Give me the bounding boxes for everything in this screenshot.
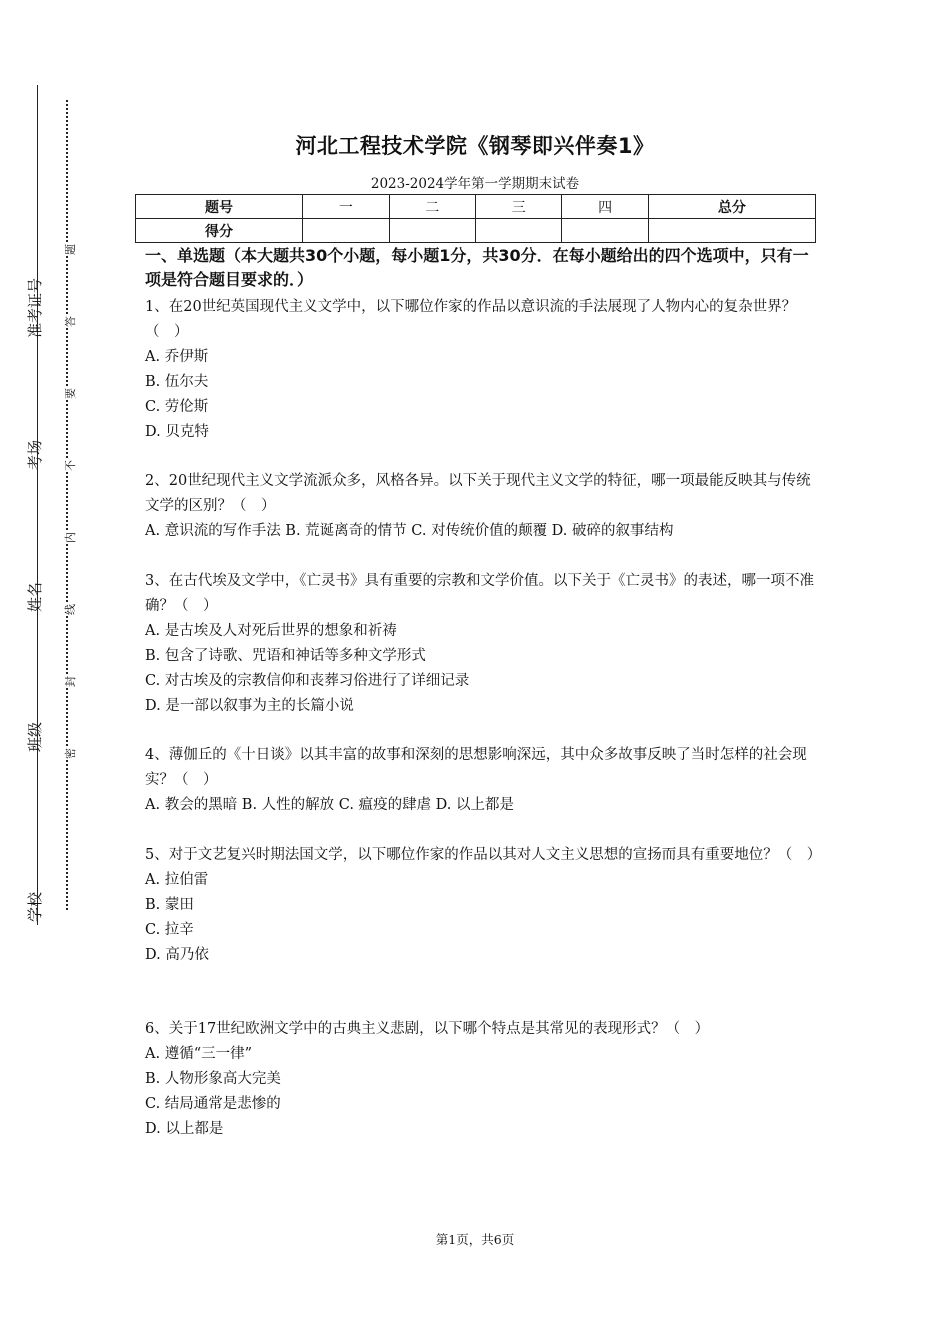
exam-title: 河北工程技术学院《钢琴即兴伴奏1》 (295, 134, 655, 158)
score-table-cell: 三 (475, 195, 561, 219)
score-table-cell: 一 (303, 195, 389, 219)
question-stem: 2、20世纪现代主义文学流派众多，风格各异。以下关于现代主义文学的特征，哪一项最能反映其与传统文学的区别？（ ） (145, 473, 811, 514)
option-a: A. 乔伊斯 (145, 349, 209, 365)
seal-hint-char: 密 (60, 748, 80, 759)
option-b: B. 蒙田 (145, 897, 194, 913)
question-stem: 5、对于文艺复兴时期法国文学，以下哪位作家的作品以其对人文主义思想的宣扬而具有重要地位？（ ） (145, 847, 822, 863)
score-table-cell: 二 (389, 195, 475, 219)
binding-label-class: 班级 (26, 721, 44, 752)
page-number: 第1页，共6页 (435, 1232, 515, 1247)
score-entry-cell[interactable] (389, 219, 475, 243)
binding-label-exam-room: 考场 (26, 439, 44, 470)
option-a: A. 拉伯雷 (145, 872, 209, 888)
option-a: A. 遵循“三一律” (145, 1046, 253, 1062)
score-table-header-row (136, 195, 816, 219)
option-c: C. 劳伦斯 (145, 399, 209, 415)
option-d: D. 贝克特 (145, 424, 209, 440)
score-table-cell: 总分 (648, 195, 815, 219)
score-table (135, 194, 816, 243)
score-entry-cell[interactable] (648, 219, 815, 243)
score-table-cell: 四 (562, 195, 648, 219)
question-6 (145, 1017, 820, 1142)
score-entry-cell[interactable] (475, 219, 561, 243)
score-entry-cell[interactable] (562, 219, 648, 243)
question-5 (145, 843, 820, 968)
question-stem: 3、在古代埃及文学中，《亡灵书》具有重要的宗教和文学价值。以下关于《亡灵书》的表述，哪一项不准确？（ ） (145, 573, 814, 614)
option-c: C. 拉辛 (145, 922, 194, 938)
binding-label-admission-number: 准考证号 (26, 277, 44, 338)
option-a: A. 是古埃及人对死后世界的想象和祈祷 (145, 623, 397, 639)
seal-hint-char: 封 (60, 676, 80, 687)
score-table-score-row (136, 219, 816, 243)
seal-hint-char: 答 (60, 316, 80, 327)
question-1 (145, 295, 820, 445)
seal-dotted-line (66, 100, 68, 910)
option-d: D. 以上都是 (145, 1121, 224, 1137)
inline-options: A. 意识流的写作手法 B. 荒诞离奇的情节 C. 对传统价值的颠覆 D. 破碎的叙事结构 (145, 523, 674, 539)
binding-label-name: 姓名 (26, 581, 44, 612)
inline-options: A. 教会的黑暗 B. 人性的解放 C. 瘟疫的肆虐 D. 以上都是 (145, 797, 515, 813)
binding-line (37, 85, 38, 925)
exam-subtitle: 2023-2024学年第一学期期末试卷 (370, 176, 580, 192)
option-b: B. 伍尔夫 (145, 374, 209, 390)
question-4 (145, 743, 820, 818)
question-3 (145, 569, 820, 719)
section-heading: 一、单选题（本大题共30个小题，每小题1分，共30分．在每小题给出的四个选项中，只有一项是符合题目要求的．） (145, 246, 809, 289)
binding-label-school: 学校 (26, 891, 44, 922)
seal-hint-char: 线 (60, 604, 80, 615)
score-table-cell: 题号 (136, 195, 303, 219)
option-b: B. 包含了诗歌、咒语和神话等多种文学形式 (145, 648, 426, 664)
option-d: D. 高乃依 (145, 947, 209, 963)
question-2 (145, 469, 820, 544)
seal-hint-char: 内 (60, 532, 80, 543)
option-c: C. 结局通常是悲惨的 (145, 1096, 281, 1112)
score-entry-cell[interactable] (303, 219, 389, 243)
option-d: D. 是一部以叙事为主的长篇小说 (145, 698, 354, 714)
seal-hint-char: 要 (60, 388, 80, 399)
seal-hint-char: 题 (60, 244, 80, 255)
question-stem: 6、关于17世纪欧洲文学中的古典主义悲剧，以下哪个特点是其常见的表现形式？（ ） (145, 1021, 710, 1037)
score-table-cell: 得分 (136, 219, 303, 243)
question-stem: 1、在20世纪英国现代主义文学中，以下哪位作家的作品以意识流的手法展现了人物内心的复杂世界？（ ） (145, 299, 797, 340)
option-b: B. 人物形象高大完美 (145, 1071, 281, 1087)
question-stem: 4、薄伽丘的《十日谈》以其丰富的故事和深刻的思想影响深远，其中众多故事反映了当时怎样的社会现实？（ ） (145, 747, 807, 788)
option-c: C. 对古埃及的宗教信仰和丧葬习俗进行了详细记录 (145, 673, 470, 689)
seal-hint-char: 不 (60, 460, 80, 471)
